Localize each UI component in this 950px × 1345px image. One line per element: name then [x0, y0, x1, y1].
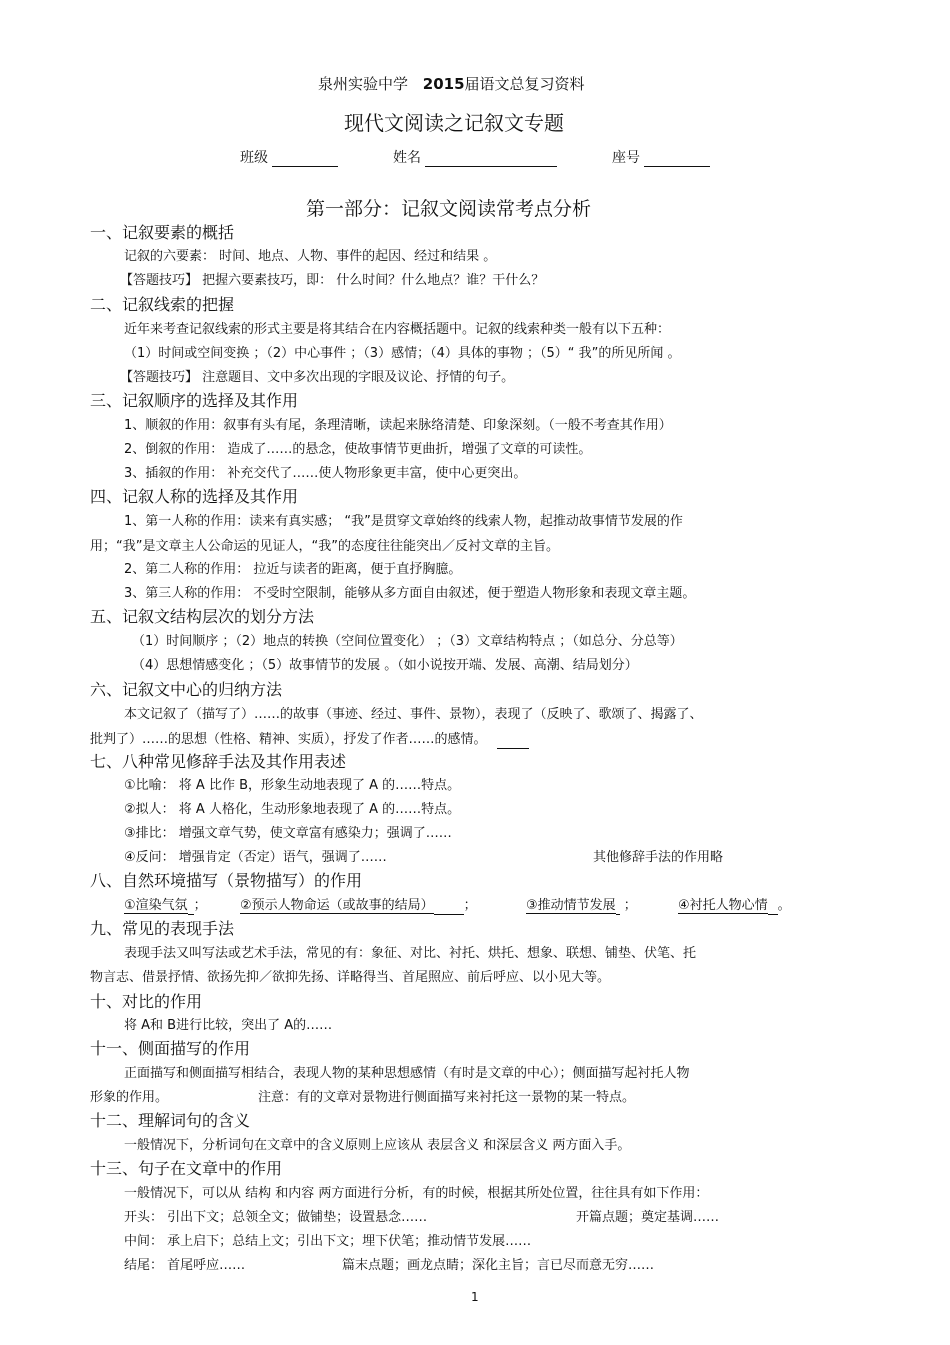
text-line: 正面描写和侧面描写相结合，表现人物的某种思想感情（有时是文章的中心）；侧面描写起衬托人物: [124, 1066, 690, 1081]
text-line: （1）时间顺序 ；（2）地点的转换（空间位置变化） ；（3）文章结构特点 ；（如总分、分总等）: [132, 634, 683, 649]
section-heading: 十二、理解词句的含义: [90, 1111, 251, 1130]
name-field: 姓名: [393, 149, 557, 167]
text-line: 2、第二人称的作用： 拉近与读者的距离，便于直抒胸臆。: [124, 562, 462, 577]
section-heading: 七、八种常见修辞手法及其作用表述: [90, 752, 347, 771]
text-line: 中间： 承上启下；总结上文；引出下文；埋下伏笔；推动情节发展……: [124, 1234, 532, 1249]
name-blank[interactable]: [425, 152, 557, 167]
effect-item: ④衬托人物心情 。: [678, 898, 791, 913]
text-line: 1、顺叙的作用：叙事有头有尾，条理清晰，读起来脉络清楚、印象深刻。（一般不考查其作用）: [124, 418, 672, 433]
section-heading: 六、记叙文中心的归纳方法: [90, 680, 283, 699]
section-heading: 三、记叙顺序的选择及其作用: [90, 391, 299, 410]
effect-item: ①渲染气氛 ；: [124, 898, 207, 913]
header-suffix: 届语文总复习资料: [464, 75, 585, 93]
text-line: 用；“我”是文章主人公命运的见证人，“我”的态度往往能突出／反衬文章的主旨。: [90, 539, 559, 554]
text-line: 物言志、借景抒情、欲扬先抑／欲抑先扬、详略得当、首尾照应、前后呼应、以小见大等。: [90, 970, 611, 985]
text-line: ①比喻： 将 A 比作 B，形象生动地表现了 A 的……特点。: [124, 778, 461, 793]
text-line: 【答题技巧】 把握六要素技巧，即： 什么时间？什么地点？谁？干什么？: [120, 273, 545, 288]
effect-item: ③推动情节发展 ；: [526, 898, 637, 913]
text-line: 注意：有的文章对景物进行侧面描写来衬托这一景物的某一特点。: [258, 1090, 636, 1105]
text-line: 1、第一人称的作用：读来有真实感； “我”是贯穿文章始终的线索人物，起推动故事情节发展的作: [124, 514, 683, 529]
answer-blank[interactable]: [497, 734, 529, 749]
text-line: 表现手法又叫写法或艺术手法，常见的有：象征、对比、衬托、烘托、想象、联想、铺垫、伏笔、托: [124, 946, 697, 961]
seat-blank[interactable]: [644, 152, 710, 167]
class-field: 班级: [240, 149, 338, 167]
section-heading: 五、记叙文结构层次的划分方法: [90, 607, 315, 626]
section-heading: 二、记叙线索的把握: [90, 295, 235, 314]
seat-field: 座号: [612, 149, 710, 167]
text-line: 2、倒叙的作用： 造成了……的悬念，使故事情节更曲折，增强了文章的可读性。: [124, 442, 592, 457]
text-line: 一般情况下，可以从 结构 和内容 两方面进行分析，有的时候，根据其所处位置，往往具有如下作用：: [124, 1186, 709, 1201]
text-line: 3、第三人称的作用： 不受时空限制，能够从多方面自由叙述，便于塑造人物形象和表现文章主题。: [124, 586, 696, 601]
class-blank[interactable]: [272, 152, 338, 167]
section-heading: 八、自然环境描写（景物描写）的作用: [90, 871, 363, 890]
section-heading: 十三、句子在文章中的作用: [90, 1159, 283, 1178]
text-line: 开头： 引出下文；总领全文；做铺垫；设置悬念……: [124, 1210, 428, 1225]
school-name: 泉州实验中学: [318, 75, 409, 93]
text-line: 3、插叙的作用： 补充交代了……使人物形象更丰富，使中心更突出。: [124, 466, 527, 481]
note-text: 其他修辞手法的作用略: [593, 850, 724, 865]
text-line: 篇末点题；画龙点睛；深化主旨；言已尽而意无穷……: [342, 1258, 655, 1273]
text-line: 结尾： 首尾呼应……: [124, 1258, 246, 1273]
section-heading: 四、记叙人称的选择及其作用: [90, 487, 299, 506]
doc-title: 现代文阅读之记叙文专题: [344, 111, 564, 135]
text-line: ④反问： 增强肯定（否定）语气，强调了……: [124, 850, 387, 865]
text-line: 开篇点题；奠定基调……: [576, 1210, 720, 1225]
text-line: 一般情况下，分析词句在文章中的含义原则上应该从 表层含义 和深层含义 两方面入手。: [124, 1138, 631, 1153]
part-title: 第一部分：记叙文阅读常考点分析: [306, 198, 592, 220]
year: 2015: [422, 75, 465, 93]
text-line: ③排比： 增强文章气势，使文章富有感染力；强调了……: [124, 826, 452, 841]
text-line: 本文记叙了（描写了）……的故事（事迹、经过、事件、景物），表现了（反映了、歌颂了、揭露了、: [124, 707, 703, 722]
effect-item: ②预示人物命运（或故事的结局） ；: [240, 898, 477, 913]
text-line: 形象的作用。: [90, 1090, 169, 1105]
text-line: 记叙的六要素： 时间、地点、人物、事件的起因、经过和结果 。: [124, 249, 497, 264]
doc-header: [318, 75, 585, 93]
section-heading: 九、常见的表现手法: [90, 919, 235, 938]
section-heading: 十一、侧面描写的作用: [90, 1039, 251, 1058]
text-line: （4）思想情感变化 ；（5）故事情节的发展 。（如小说按开端、发展、高潮、结局划分）: [132, 658, 638, 673]
page-number: 1: [471, 1290, 479, 1304]
section-heading: 十、对比的作用: [90, 992, 203, 1011]
text-line: 【答题技巧】 注意题目、文中多次出现的字眼及议论、抒情的句子。: [120, 370, 515, 385]
text-line: （1）时间或空间变换 ；（2）中心事件 ；（3）感情；（4）具体的事物 ；（5）“ 我”的所见所闻 。: [124, 346, 681, 361]
text-line: ②拟人： 将 A 人格化，生动形象地表现了 A 的……特点。: [124, 802, 461, 817]
text-line: 批判了）……的思想（性格、精神、实质），抒发了作者……的感情。: [90, 731, 529, 749]
text-line: 将 A和 B进行比较，突出了 A的……: [124, 1018, 333, 1033]
section-heading: 一、记叙要素的概括: [90, 223, 235, 242]
text-line: 近年来考查记叙线索的形式主要是将其结合在内容概括题中。记叙的线索种类一般有以下五种：: [124, 322, 671, 337]
